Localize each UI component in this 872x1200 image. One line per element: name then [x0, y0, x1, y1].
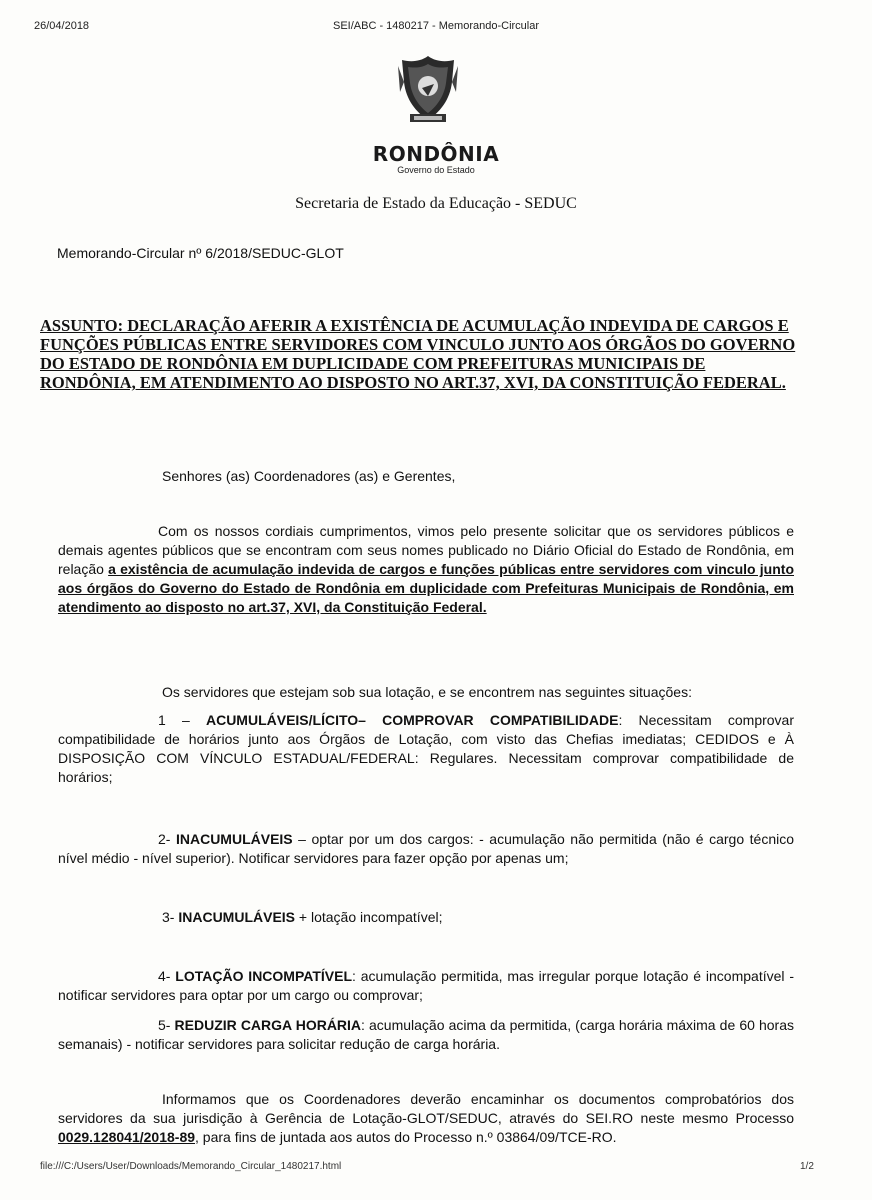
- closing-text-before: Informamos que os Coordenadores deverão encaminhar os documentos comprobatórios dos servidores da sua jurisdição à Gerência de Lotação-GLOT/SEDUC, através do SEI.RO neste mesmo Processo: [58, 1091, 794, 1126]
- item-label: REDUZIR CARGA HORÁRIA: [174, 1017, 362, 1033]
- closing-paragraph: [58, 1090, 794, 1147]
- intro-paragraph: [58, 522, 794, 617]
- closing-text-after: , para fins de juntada aos autos do Processo n.º 03864/09/TCE-RO.: [195, 1129, 617, 1145]
- item-prefix: 3-: [162, 909, 179, 925]
- item-text: – optar por um dos cargos: - acumulação não permitida (não é cargo técnico nível médio - nível superior). Notificar servidores para fazer opção por apenas um;: [58, 831, 794, 866]
- memo-number: Memorando-Circular nº 6/2018/SEDUC-GLOT: [57, 245, 344, 261]
- situation-item-4: [58, 967, 794, 1005]
- item-text: : Necessitam comprovar compatibilidade de horários junto aos Órgãos de Lotação, com visto das Chefias imediatas; CEDIDOS e À DISPOSIÇÃO COM VÍNCULO ESTADUAL/FEDERAL: Regulares. Necessitam comprovar compatibilidade de horários;: [58, 712, 794, 785]
- situation-item-3: [162, 908, 443, 927]
- footer-page-number: 1/2: [800, 1161, 814, 1172]
- item-prefix: 4-: [158, 968, 176, 984]
- intro-text: Com os nossos cordiais cumprimentos, vimos pelo presente solicitar que os servidores públicos e demais agentes públicos que se encontram com seus nomes publicado no Diário Oficial do Estado de Rondônia, em relação: [58, 523, 794, 577]
- intro-emphasis: a existência de acumulação indevida de cargos e funções públicas entre servidores com vinculo junto aos órgãos do Governo do Estado de Rondônia em duplicidade com Prefeituras Municipais de Rondônia, em atendimento ao disposto no art.37, XVI, da Constituição Federal.: [58, 561, 794, 615]
- item-label: INACUMULÁVEIS: [178, 909, 296, 925]
- situation-item-1: [58, 711, 794, 787]
- item-prefix: 5-: [158, 1017, 175, 1033]
- footer-file-path: file:///C:/Users/User/Downloads/Memorando_Circular_1480217.html: [40, 1161, 342, 1172]
- situations-intro: Os servidores que estejam sob sua lotação, e se encontrem nas seguintes situações:: [162, 684, 692, 700]
- item-text: + lotação incompatível;: [295, 909, 443, 925]
- print-date: 26/04/2018: [34, 20, 90, 32]
- process-number: 0029.128041/2018-89: [58, 1129, 196, 1145]
- item-prefix: 1 –: [158, 712, 206, 728]
- print-document-title: SEI/ABC - 1480217 - Memorando-Circular: [332, 20, 540, 32]
- coat-of-arms-icon: [388, 52, 468, 132]
- item-label: ACUMULÁVEIS/LÍCITO– COMPROVAR COMPATIBILIDADE: [205, 712, 619, 728]
- item-label: LOTAÇÃO INCOMPATÍVEL: [175, 968, 353, 984]
- item-text: : acumulação acima da permitida, (carga horária máxima de 60 horas semanais) - notificar servidores para solicitar redução de carga horária.: [58, 1017, 794, 1052]
- item-label: INACUMULÁVEIS: [175, 831, 293, 847]
- item-text: : acumulação permitida, mas irregular porque lotação é incompatível - notificar servidores para optar por um cargo ou comprovar;: [58, 968, 795, 1003]
- memo-subject: ASSUNTO: DECLARAÇÃO AFERIR A EXISTÊNCIA DE ACUMULAÇÃO INDEVIDA DE CARGOS E FUNÇÕES PÚBLICAS ENTRE SERVIDORES COM VINCULO JUNTO AOS ÓRGÃOS DO GOVERNO DO ESTADO DE RONDÔNIA EM DUPLICIDADE COM PREFEITURAS MUNICIPAIS DE RONDÔNIA, EM ATENDIMENTO AO DISPOSTO NO ART.37, XVI, DA CONSTITUIÇÃO FEDERAL.: [40, 316, 796, 392]
- greeting: Senhores (as) Coordenadores (as) e Gerentes,: [162, 468, 456, 484]
- department-name: Secretaria de Estado da Educação - SEDUC: [295, 195, 577, 212]
- brand-subtitle: Governo do Estado: [397, 165, 475, 175]
- item-prefix: 2-: [158, 831, 176, 847]
- situation-item-5: [58, 1016, 794, 1054]
- brand-name: RONDÔNIA: [372, 142, 500, 166]
- situation-item-2: [58, 830, 794, 868]
